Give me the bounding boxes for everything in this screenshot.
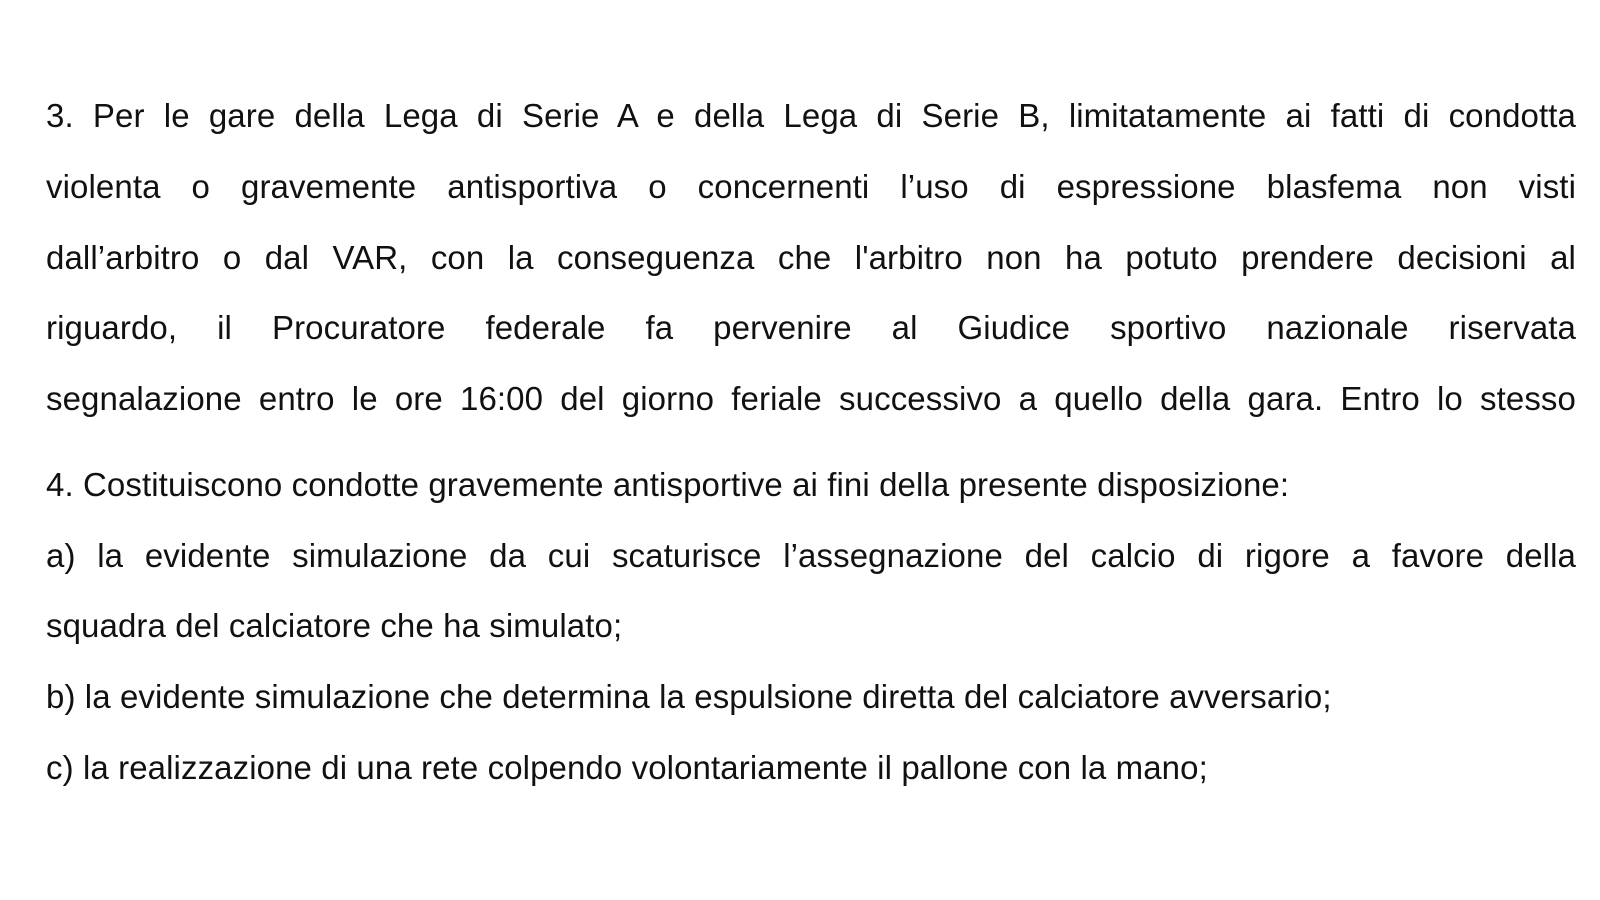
paragraph-4-heading: 4. Costituiscono condotte gravemente antisportive ai fini della presente disposizione: <box>46 466 1290 503</box>
item-b: b) la evidente simulazione che determina la espulsione diretta del calciatore avversario; <box>46 678 1332 715</box>
paragraph-3-line-3: dall’arbitro o dal VAR, con la conseguenza che l'arbitro non ha potuto prendere decisioni al <box>46 239 1576 276</box>
item-a-line-1: a) la evidente simulazione da cui scaturisce l’assegnazione del calcio di rigore a favore della <box>46 537 1576 574</box>
paragraph-3-line-2: violenta o gravemente antisportiva o concernenti l’uso di espressione blasfema non visti <box>46 168 1576 205</box>
paragraph-3-line-1: 3. Per le gare della Lega di Serie A e della Lega di Serie B, limitatamente ai fatti di condotta <box>46 97 1576 134</box>
item-c: c) la realizzazione di una rete colpendo volontariamente il pallone con la mano; <box>46 749 1208 786</box>
item-a-line-2: squadra del calciatore che ha simulato; <box>46 607 623 644</box>
paragraph-3-line-5: segnalazione entro le ore 16:00 del giorno feriale successivo a quello della gara. Entro lo stesso <box>46 380 1576 417</box>
paragraph-3-line-4: riguardo, il Procuratore federale fa pervenire al Giudice sportivo nazionale riservata <box>46 309 1576 346</box>
